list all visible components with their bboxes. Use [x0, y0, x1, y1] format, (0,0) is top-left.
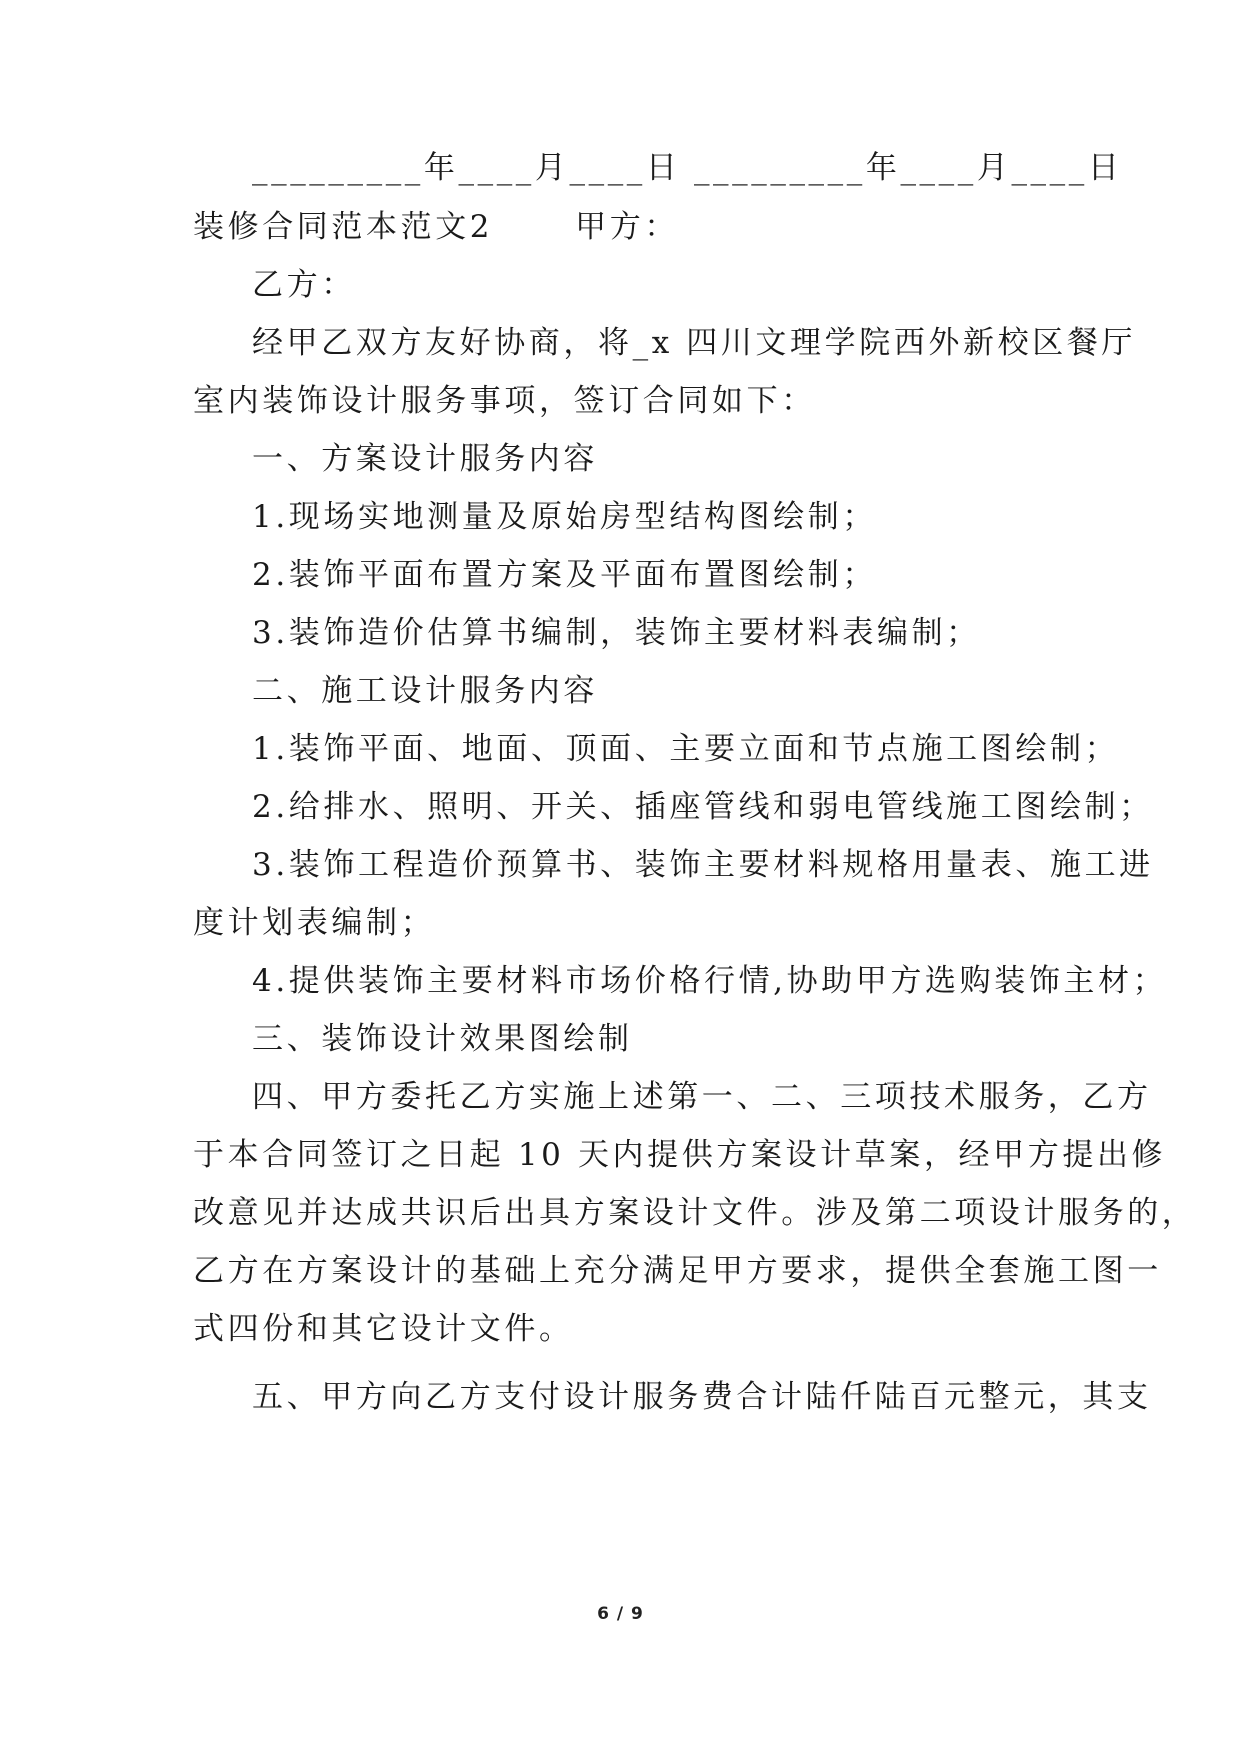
list-item: 2.给排水、照明、开关、插座管线和弱电管线施工图绘制；: [252, 789, 1154, 825]
body-line: 改意见并达成共识后出具方案设计文件。涉及第二项设计服务的，: [193, 1195, 1197, 1231]
body-line: 于本合同签订之日起 10 天内提供方案设计草案，经甲方提出修: [193, 1137, 1167, 1173]
list-item: 1.装饰平面、地面、顶面、主要立面和节点施工图绘制；: [252, 731, 1120, 767]
title-row: [0, 207, 1241, 247]
page-number: 6 / 9: [597, 1604, 644, 1624]
section-heading: 一、方案设计服务内容: [252, 441, 598, 477]
list-item: 3.装饰工程造价预算书、装饰主要材料规格用量表、施工进: [252, 847, 1154, 883]
body-line: 经甲乙双方友好协商，将_x 四川文理学院西外新校区餐厅: [252, 325, 1137, 361]
section-heading: 三、装饰设计效果图绘制: [252, 1021, 633, 1057]
body-line: 式四份和其它设计文件。: [193, 1311, 574, 1347]
section-heading: 二、施工设计服务内容: [252, 673, 598, 709]
party-a-label: 甲方：: [575, 209, 679, 245]
list-item: 3.装饰造价估算书编制，装饰主要材料表编制；: [252, 615, 981, 651]
list-item: 4.提供装饰主要材料市场价格行情,协助甲方选购装饰主材；: [252, 963, 1168, 999]
body-line: 五、甲方向乙方支付设计服务费合计陆仟陆百元整元，其支: [252, 1379, 1152, 1415]
list-item: 2.装饰平面布置方案及平面布置图绘制；: [252, 557, 877, 593]
list-item-continuation: 度计划表编制；: [193, 905, 436, 941]
body-line: 乙方在方案设计的基础上充分满足甲方要求，提供全套施工图一: [193, 1253, 1162, 1289]
document-title: 装修合同范本范文2: [193, 209, 494, 245]
body-line: 室内装饰设计服务事项，签订合同如下：: [193, 383, 816, 419]
list-item: 1.现场实地测量及原始房型结构图绘制；: [252, 499, 877, 535]
body-line: 四、甲方委托乙方实施上述第一、二、三项技术服务，乙方: [252, 1079, 1152, 1115]
date-line: _________年____月____日 _________年____月____日: [252, 150, 1123, 186]
party-b-label: 乙方：: [252, 267, 356, 303]
